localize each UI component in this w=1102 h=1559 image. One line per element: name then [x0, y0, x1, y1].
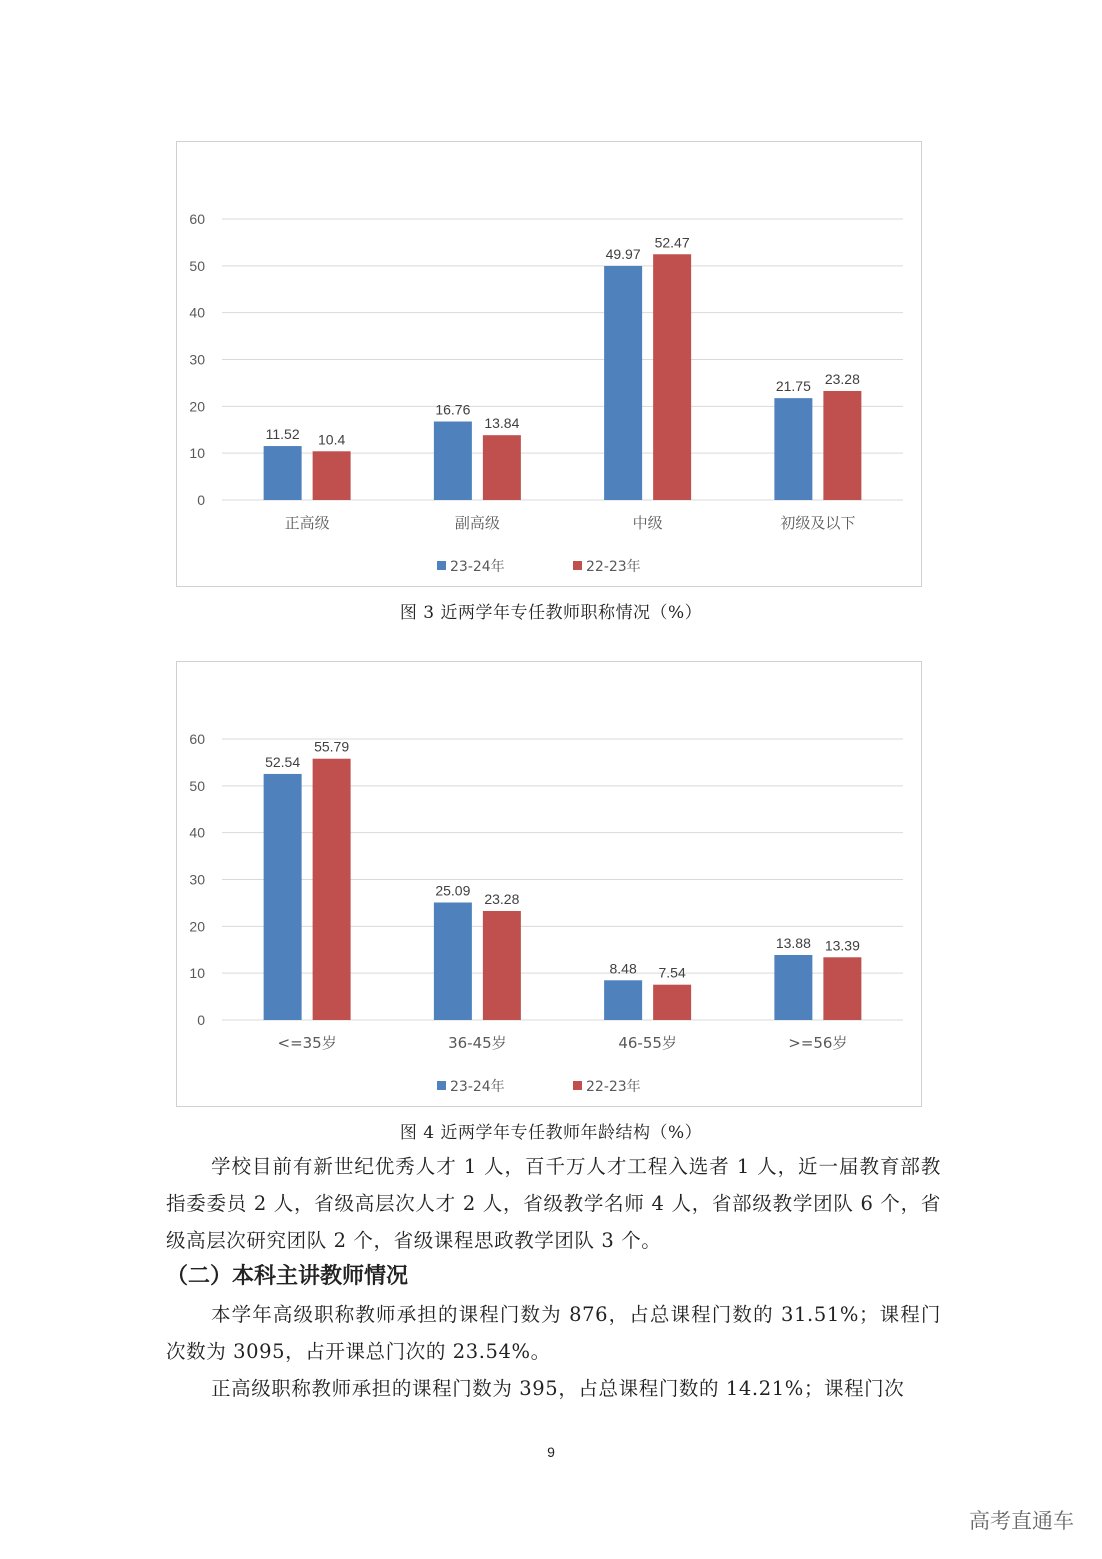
- bar-series2: [313, 759, 351, 1020]
- y-tick-label: 20: [189, 398, 205, 415]
- category-label: 中级: [632, 514, 663, 532]
- data-label: 13.84: [484, 415, 520, 432]
- data-label: 55.79: [314, 738, 350, 755]
- legend-swatch: [437, 1081, 446, 1090]
- legend-swatch: [573, 561, 582, 570]
- bar-series1: [434, 422, 472, 500]
- bar-series1: [264, 446, 302, 500]
- bar-series1: [264, 774, 302, 1020]
- bar-series1: [604, 980, 642, 1020]
- data-label: 49.97: [605, 245, 641, 262]
- data-label: 11.52: [265, 426, 300, 443]
- y-tick-label: 0: [197, 1012, 205, 1028]
- y-tick-label: 50: [189, 777, 205, 794]
- watermark: 高考直通车: [969, 1509, 1074, 1533]
- data-label: 23.28: [824, 370, 860, 387]
- chart-age-structure: [176, 661, 922, 1107]
- bar-series2: [313, 451, 351, 500]
- legend-label: 22-23年: [586, 559, 641, 575]
- y-tick-label: 30: [189, 351, 205, 368]
- data-label: 16.76: [435, 401, 471, 418]
- category-label: 副高级: [454, 514, 500, 532]
- bar-series1: [774, 955, 812, 1020]
- bar-series2: [823, 957, 861, 1020]
- bar-series1: [774, 398, 812, 500]
- y-tick-label: 0: [197, 492, 205, 508]
- data-label: 23.28: [484, 890, 520, 907]
- chart-svg: [177, 142, 923, 588]
- legend-label: 23-24年: [450, 559, 505, 575]
- data-label: 21.75: [775, 378, 811, 395]
- bar-series2: [483, 435, 521, 500]
- category-label: >=56岁: [788, 1034, 848, 1052]
- full-professor-paragraph: 正高级职称教师承担的课程门数为 395，占总课程门数的 14.21%；课程门次: [211, 1377, 905, 1400]
- data-label: 7.54: [658, 964, 686, 981]
- data-label: 25.09: [435, 882, 471, 899]
- figure-4-caption: 图 4 近两学年专任教师年龄结构（%）: [399, 1123, 703, 1143]
- data-label: 8.48: [609, 960, 637, 977]
- bar-series2: [823, 391, 861, 500]
- figure-3-caption: 图 3 近两学年专任教师职称情况（%）: [399, 603, 703, 623]
- category-label: 初级及以下: [780, 514, 856, 532]
- data-label: 13.88: [775, 934, 811, 951]
- legend-label: 23-24年: [450, 1079, 505, 1095]
- chart-svg: [177, 662, 923, 1108]
- y-tick-label: 60: [189, 731, 205, 747]
- bar-series2: [483, 911, 521, 1020]
- chart-title-distribution: [176, 141, 922, 587]
- page-number: 9: [547, 1444, 555, 1460]
- category-label: 46-55岁: [618, 1034, 677, 1052]
- legend-label: 22-23年: [586, 1079, 641, 1095]
- data-label: 52.54: [265, 753, 301, 770]
- bar-series1: [434, 902, 472, 1020]
- y-tick-label: 10: [189, 965, 205, 982]
- category-label: 36-45岁: [448, 1034, 507, 1052]
- data-label: 13.39: [824, 937, 860, 954]
- y-tick-label: 40: [189, 824, 205, 841]
- category-label: 正高级: [284, 514, 330, 532]
- talent-paragraph: 学校目前有新世纪优秀人才 1 人，百千万人才工程入选者 1 人，近一届教育部教指委委员 2 人，省级高层次人才 2 人，省级教学名师 4 人，省部级教学团队 6 个，省级高层次研究团队 2 个，省级课程思政教学团队 3 个。: [166, 1155, 941, 1252]
- bar-series2: [653, 254, 691, 500]
- bar-series1: [604, 266, 642, 500]
- y-tick-label: 10: [189, 445, 205, 462]
- y-tick-label: 60: [189, 211, 205, 227]
- legend-swatch: [437, 561, 446, 570]
- y-tick-label: 40: [189, 304, 205, 321]
- y-tick-label: 30: [189, 871, 205, 888]
- bar-series2: [653, 985, 691, 1020]
- y-tick-label: 50: [189, 257, 205, 274]
- y-tick-label: 20: [189, 918, 205, 935]
- section-heading: （二）本科主讲教师情况: [166, 1264, 409, 1289]
- data-label: 52.47: [654, 234, 690, 251]
- legend-swatch: [573, 1081, 582, 1090]
- category-label: <=35岁: [277, 1034, 337, 1052]
- data-label: 10.4: [318, 431, 346, 448]
- senior-teacher-paragraph: 本学年高级职称教师承担的课程门数为 876，占总课程门数的 31.51%；课程门次数为 3095，占开课总门次的 23.54%。: [166, 1303, 941, 1363]
